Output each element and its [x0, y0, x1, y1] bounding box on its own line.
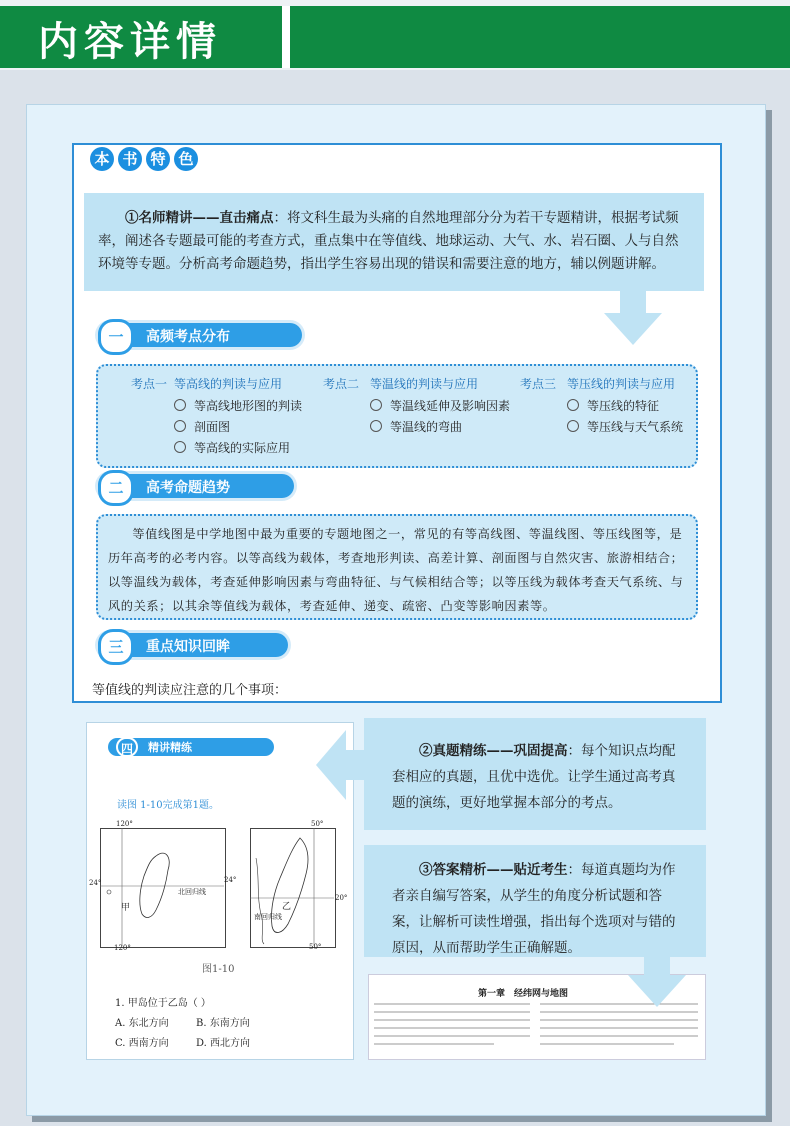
kaodian-item-text: 等压线与天气系统 — [587, 420, 684, 434]
header-stripe — [282, 6, 790, 68]
feature-callout-3 — [364, 845, 706, 957]
features-tag-char: 特 — [146, 147, 170, 171]
feature-text: ：将文科生最为头痛的自然地理部分分为若干专题精讲，根据考试频率，阐述各专题最可能的考查方式，重点集中在等值线、地球运动、大气、水、岩石圈、人与自然环境等专题。分析高考命题趋势，指出学生容易出现的错误和需要注意的地方，辅以例题讲解。 — [98, 210, 679, 272]
practice-instruction: 读图 1-10完成第1题。 — [117, 800, 220, 811]
section-number: 一 — [98, 319, 134, 355]
trend-text: 等值线图是中学地图中最为重要的专题地图之一，常见的有等高线图、等温线图、等压线图等，是历年高考的必考内容。以等高线为载体，考查地形判读、高差计算、剖面图与自然灾害、旅游相结合；以等温线为载体，考查延伸影响因素与弯曲特征、与气候相结合等；以等压线为载体考查天气系统、与风的关系；以其余等值线为载体，考查延伸、递变、疏密、凸变等影响因素等。 — [108, 527, 684, 613]
page-title: 内容详情 — [38, 19, 222, 65]
features-tag-char: 本 — [90, 147, 114, 171]
section-title: 精讲精练 — [148, 741, 192, 754]
option-text: B. 东南方向 — [196, 1018, 250, 1029]
section-title: 高频考点分布 — [146, 329, 230, 345]
kaodian-item-text: 剖面图 — [194, 420, 231, 434]
features-tag-char: 书 — [118, 147, 142, 171]
section-title: 高考命题趋势 — [146, 480, 230, 496]
section-number: 二 — [98, 470, 134, 506]
map-label: 50° — [309, 943, 322, 951]
kaodian-title: 等高线的判读与应用 — [174, 377, 283, 391]
circle-icon — [567, 420, 579, 432]
option-text: C. 西南方向 — [115, 1038, 169, 1049]
island-label: 乙 — [282, 902, 292, 912]
review-text: 等值线的判读应注意的几个事项： — [92, 683, 288, 698]
feature-text: ：每道真题均为作者亲自编写答案，从学生的角度分析试题和答案，让解析可读性增强，指出每个选项对与错的原因，从而帮助学生正确解题。 — [392, 862, 676, 956]
kaodian-title: 等温线的判读与应用 — [370, 377, 479, 391]
header-divider — [282, 6, 290, 68]
kaodian-item — [370, 418, 462, 435]
kaodian-item — [174, 397, 302, 414]
map-label: 20° — [335, 894, 348, 902]
kaodian-item-text: 等温线的弯曲 — [390, 420, 463, 434]
option-text: D. 西北方向 — [196, 1038, 251, 1049]
option-text: A. 东北方向 — [115, 1018, 169, 1029]
kaodian-item-text: 等高线的实际应用 — [194, 441, 291, 455]
feature-callout-2 — [364, 718, 706, 830]
question-text: 1. 甲岛位于乙岛（ ） — [115, 998, 211, 1009]
kaodian-item — [174, 439, 290, 456]
kaodian-item — [567, 418, 683, 435]
section-number: 三 — [98, 629, 134, 665]
kaodian-label: 考点三 — [520, 377, 557, 391]
kaodian-item — [370, 397, 510, 414]
features-tag-char: 色 — [174, 147, 198, 171]
feature-lead: ②真题精练——巩固提高 — [419, 743, 568, 759]
circle-icon — [567, 399, 579, 411]
map-label: 120° — [116, 820, 133, 828]
kaodian-item — [174, 418, 230, 435]
features-tag — [90, 147, 198, 171]
feature-lead: ③答案精析——贴近考生 — [419, 862, 568, 878]
kaodian-item — [567, 397, 659, 414]
circle-icon — [370, 420, 382, 432]
circle-icon — [174, 441, 186, 453]
kaodian-item-text: 等高线地形图的判读 — [194, 399, 303, 413]
answer-page-text-lines — [374, 1000, 700, 1054]
map-label: 南回归线 — [254, 913, 282, 921]
arrow-left-icon — [316, 730, 366, 800]
figure-caption: 图1-10 — [202, 964, 235, 975]
kaodian-title: 等压线的判读与应用 — [567, 377, 676, 391]
map-label: 24° — [89, 879, 102, 887]
kaodian-item-text: 等温线延伸及影响因素 — [390, 399, 511, 413]
section-number: 四 — [116, 737, 138, 757]
feature-callout-1 — [84, 193, 704, 291]
map-label: 120° — [114, 944, 131, 952]
kaodian-label: 考点二 — [323, 377, 360, 391]
circle-icon — [174, 420, 186, 432]
island-label: 甲 — [121, 903, 131, 913]
arrow-down-icon — [628, 957, 686, 1007]
section-title: 重点知识回眸 — [146, 639, 230, 655]
map-label: 北回归线 — [178, 888, 206, 896]
circle-icon — [370, 399, 382, 411]
map-right-graphic — [250, 828, 334, 946]
kaodian-label: 考点一 — [131, 377, 168, 391]
arrow-down-icon — [604, 291, 662, 345]
circle-icon — [174, 399, 186, 411]
kaodian-item-text: 等压线的特征 — [587, 399, 660, 413]
feature-lead: ①名师精讲——直击痛点 — [125, 210, 274, 226]
map-label: 50° — [311, 820, 324, 828]
map-label: 24° — [224, 876, 237, 884]
feature-text: ：每个知识点均配套相应的真题，且优中选优。让学生通过高考真题的演练，更好地掌握本部分的考点。 — [392, 743, 676, 811]
answer-page-title: 第一章 经纬网与地图 — [478, 989, 569, 999]
